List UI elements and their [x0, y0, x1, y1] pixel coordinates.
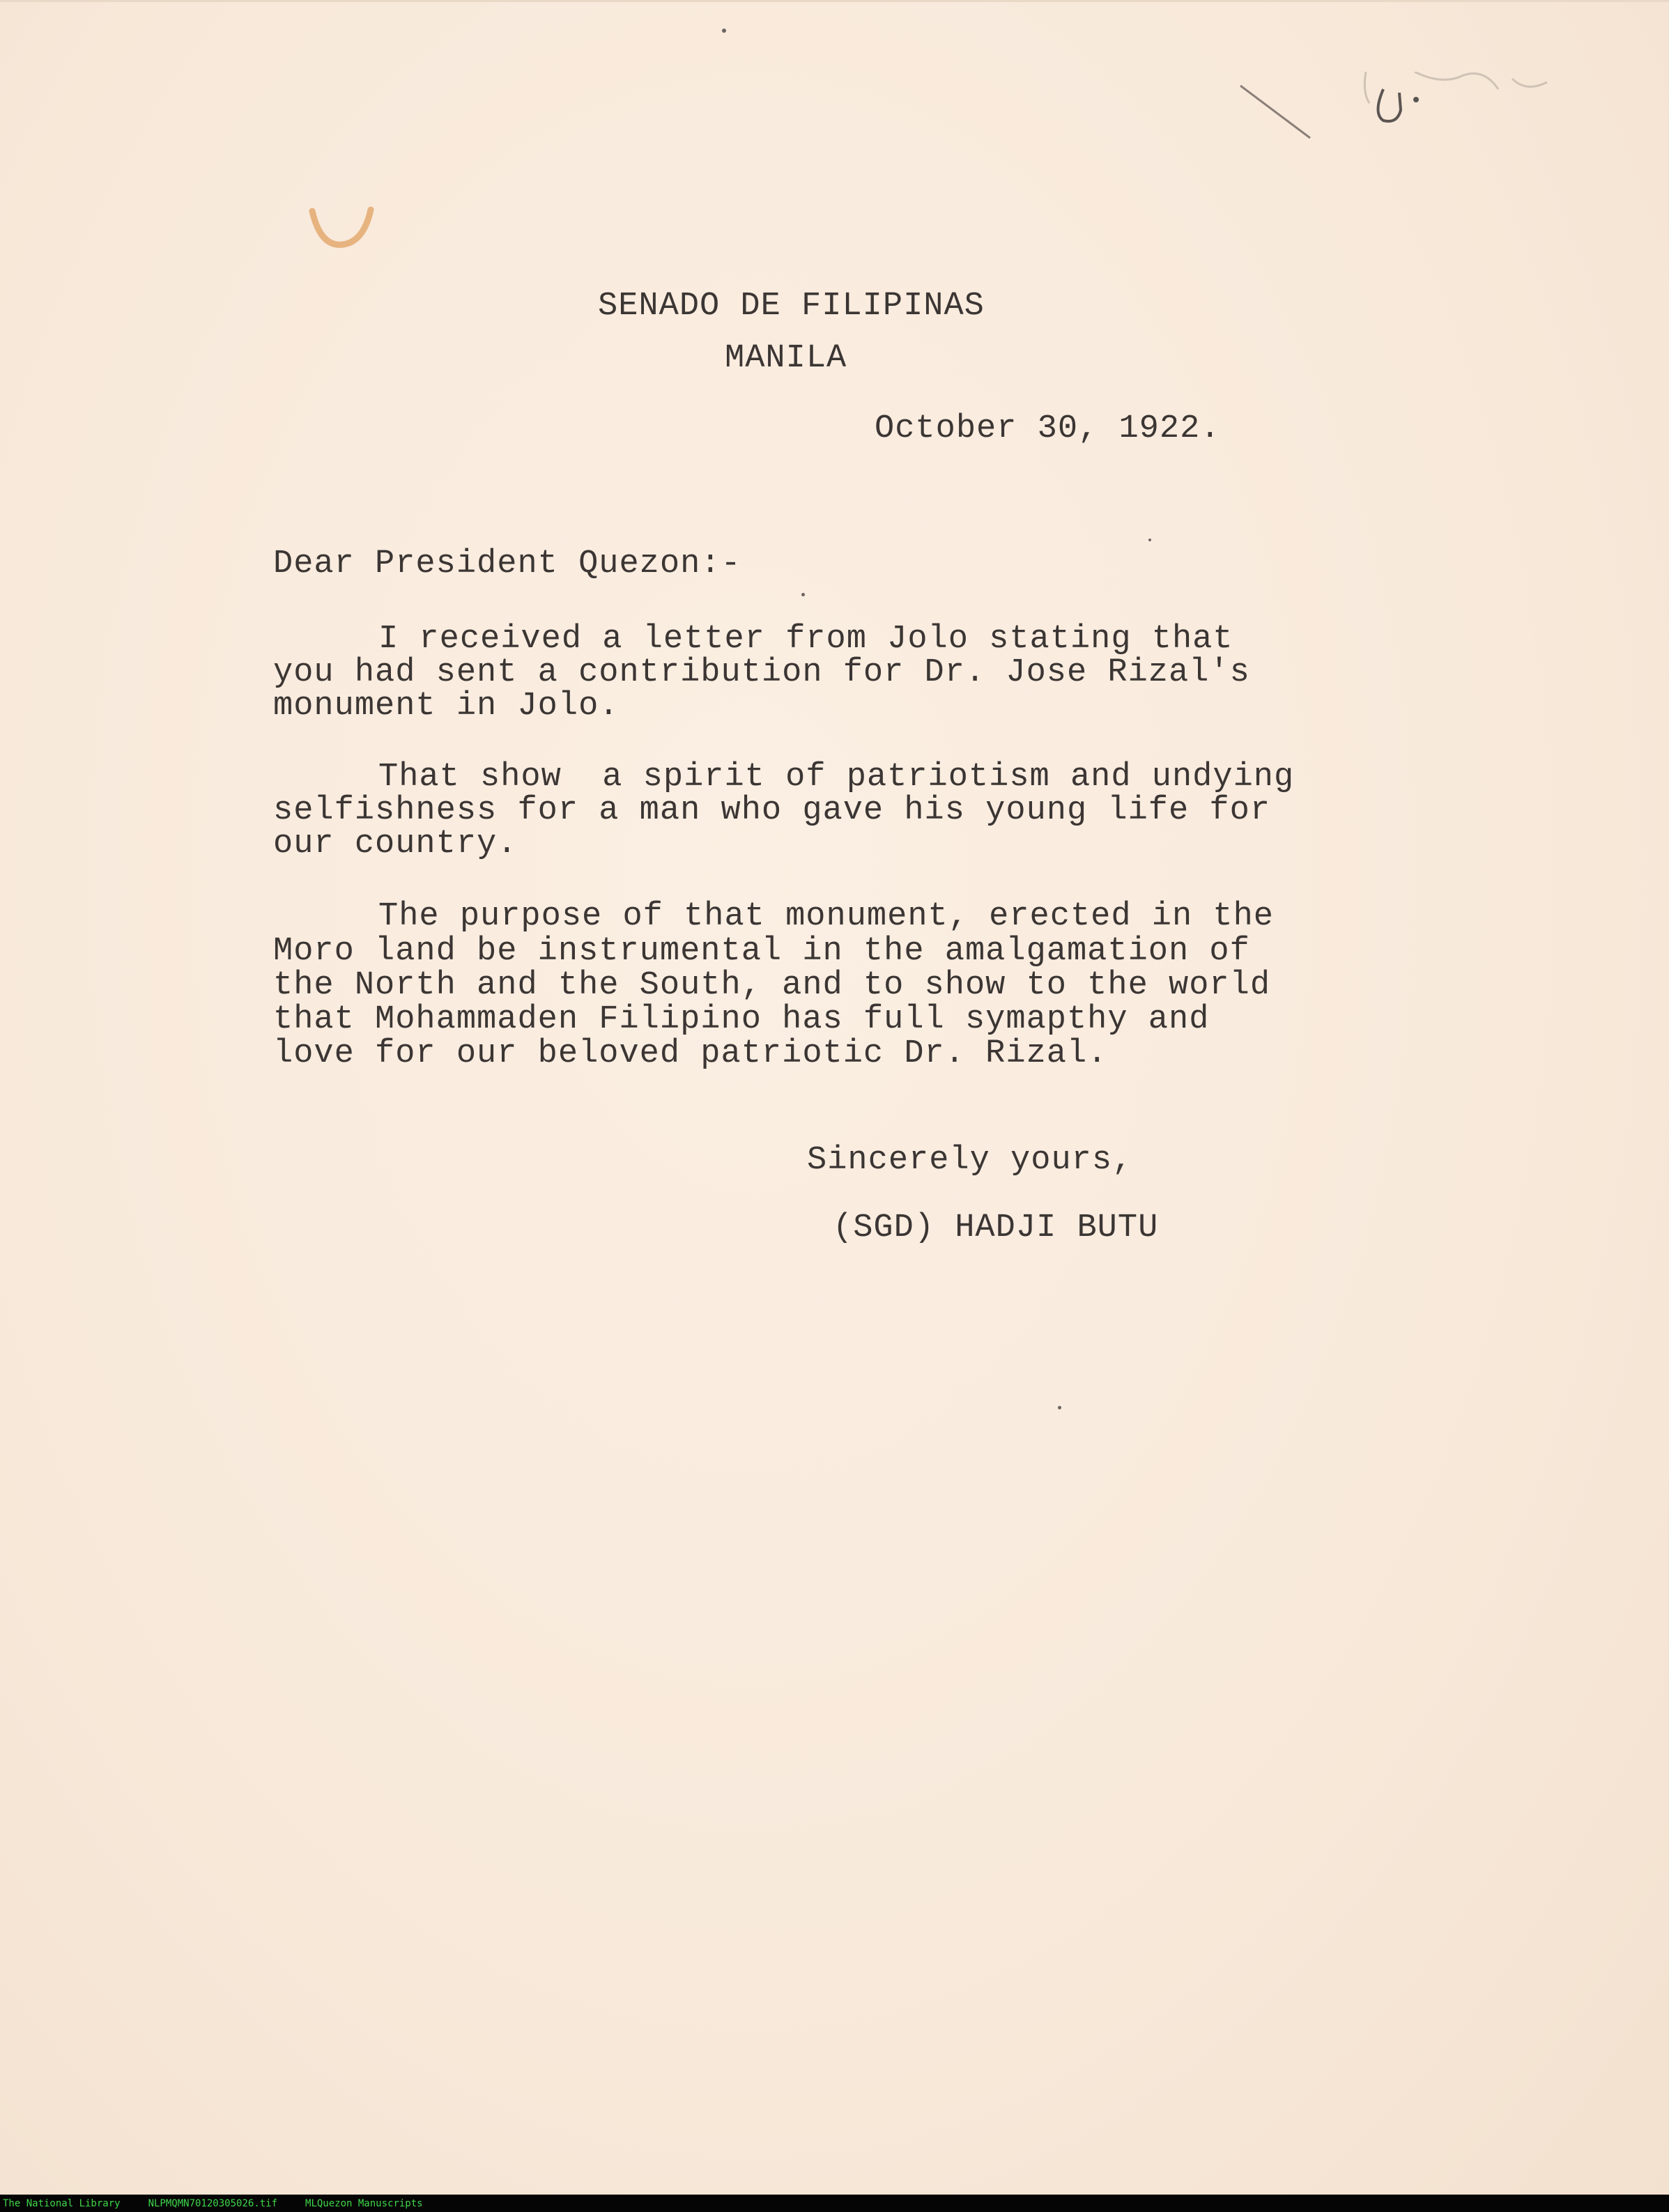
footer-collection: MLQuezon Manuscripts [305, 2197, 423, 2209]
paragraph-line: the North and the South, and to show to the world [273, 967, 1271, 1004]
scan-footer [0, 2195, 1669, 2212]
pencil-annotation [1233, 72, 1582, 155]
paper-speck [1148, 539, 1151, 541]
paragraph-line: love for our beloved patriotic Dr. Rizal. [273, 1035, 1108, 1072]
letterhead-senate: SENADO DE FILIPINAS [598, 288, 985, 325]
paragraph-line: monument in Jolo. [273, 688, 620, 725]
paragraph-line: The purpose of that monument, erected in the [378, 898, 1275, 935]
footer-library: The National Library [3, 2197, 121, 2209]
paragraph-line: That show a spirit of patriotism and undying [378, 759, 1295, 796]
paper-speck [1058, 1406, 1061, 1409]
signature: (SGD) HADJI BUTU [833, 1209, 1159, 1246]
paragraph-line: I received a letter from Jolo stating that [378, 621, 1233, 658]
paper-speck [801, 593, 805, 596]
paragraph-line: selfishness for a man who gave his young life for [273, 792, 1271, 829]
closing: Sincerely yours, [807, 1142, 1133, 1179]
paper-speck [722, 29, 726, 33]
paragraph-line: that Mohammaden Filipino has full symapthy and [273, 1001, 1210, 1038]
letter-date: October 30, 1922. [875, 410, 1221, 447]
paragraph-line: our country. [273, 826, 518, 863]
letterhead-city: MANILA [725, 340, 847, 377]
stain-mark [307, 204, 376, 253]
paragraph-line: you had sent a contribution for Dr. Jose Rizal's [273, 654, 1250, 691]
paragraph-line: Moro land be instrumental in the amalgamation of [273, 933, 1250, 970]
salutation: Dear President Quezon:- [273, 546, 741, 582]
footer-file: NLPMQMN70120305026.tif [148, 2197, 278, 2209]
